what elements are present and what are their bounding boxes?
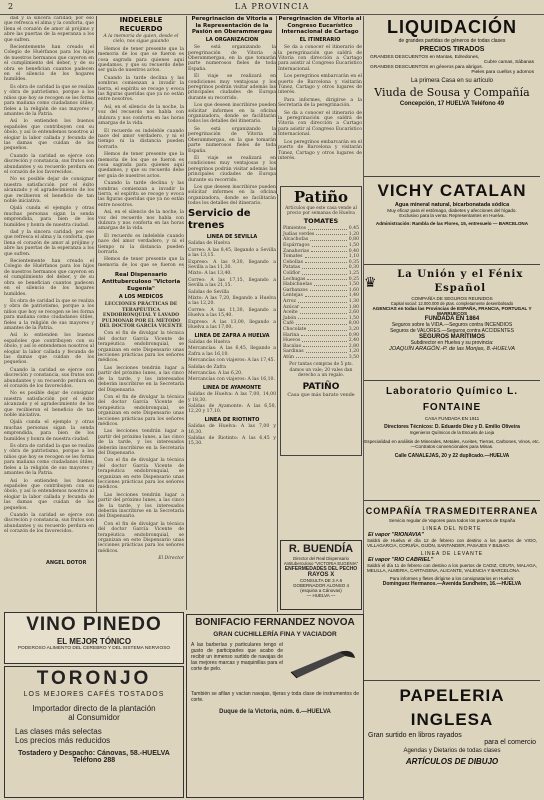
article-dispensario xyxy=(98,272,184,610)
leader-dots xyxy=(302,271,347,275)
price-item-value: 1,25 xyxy=(348,270,359,276)
price-item-name: Aceite xyxy=(283,310,298,316)
ad-line: al Consumidor xyxy=(68,713,120,722)
buendia-line: RAYOS X xyxy=(307,572,335,578)
leader-dots xyxy=(308,226,347,230)
razor-icon xyxy=(287,642,359,688)
ad-line: COMPAÑÍA DE SEGUROS REUNIDOS xyxy=(411,296,493,301)
ad-line: EL MEJOR TÓNICO xyxy=(56,637,132,646)
paragraph: Cuando la tarde declina y las sombras comienzan a invadir la tierra, el espíritu se recoge y evoca las figuras queridas que ya no están entre nosotros. xyxy=(98,75,184,103)
ad-line: Exclusivo para la venta: Representantes en Huelva. xyxy=(399,213,505,218)
train-schedule-row: Mercancías: A las 6,45, llegando a Zafra a las 16,10. xyxy=(188,346,276,357)
buendia-line: CONSULTA DE 3 A 6 xyxy=(299,578,343,583)
price-item-name: Chocolate xyxy=(283,326,307,332)
price-item-name: Zanahorias xyxy=(283,248,310,254)
price-item-name: Lentejas xyxy=(283,293,303,299)
ad-line: El vapor "RIONAVIA" xyxy=(368,532,424,538)
patino-slogan: PATIÑO xyxy=(302,381,340,392)
ad-line: También se afilan y vacían navajas, tijeras y toda clase de instrumentos de corte. xyxy=(191,691,359,703)
ad-line: Ingenieros Químicos de la Escuela de Lieja xyxy=(409,430,495,435)
paragraph: Se da a conocer el itinerario de la peregrinación que saldrá de Vitoria con dirección a Cartago para asistir al Congreso Eucarístico Internacional. xyxy=(278,110,362,138)
train-schedule-row: Salidas de Sevilla xyxy=(188,289,230,295)
buendia-line: — HUELVA — xyxy=(306,593,336,598)
buendia-line: ENFERMEDADES DEL PECHO xyxy=(284,566,358,572)
paragraph: Es obra de caridad la que se realiza y obra de patriotismo, porque a los niños que hoy se recogen se les forma para mañana como ciudadanos útiles, fieles a la religión de sus mayores y amantes de la Patria. xyxy=(4,298,94,331)
ad-line: Cubre camas, Sábanas xyxy=(483,60,534,65)
leader-dots xyxy=(301,333,347,337)
patino-ad xyxy=(280,186,362,456)
paragraph: Cuando la caridad se ejerce con discreción y constancia, sus frutos son abundantes y su recuerdo perdura en el corazón de los favorecidos. xyxy=(4,367,94,389)
buendia-line: (esquina a Cánovas) xyxy=(300,588,342,593)
train-schedule-row: Correo: A las 17,15, llegando a Sevilla a las 21,15. xyxy=(188,277,276,289)
train-schedule xyxy=(188,208,276,612)
paragraph: Cuando la tarde declina y las sombras comienzan a invadir la tierra, el espíritu se recoge y evoca las figuras queridas que ya no están entre nosotros. xyxy=(98,181,184,208)
price-item-value: 1,80 xyxy=(348,304,359,310)
price-item-name: Bacalao xyxy=(283,343,302,349)
paragraph: Las lecciones tendrán lugar a partir del próximo lunes, a las cinco de la tarde, y los interesados deberán inscribirse en la Secretaría del Dispensario. xyxy=(98,365,184,393)
paragraph: Recientemente han creado el Colegio de Huérfanos para los hijos de nuestros hermanos que cayeron en el cumplimiento del deber, y de su obra se benefician cuantos padecen en el silencio de los hogares humildes. xyxy=(4,45,94,83)
paragraph: Es obra de caridad la que se realiza y obra de patriotismo, porque a los niños que hoy se recogen se les forma para mañana como ciudadanos útiles, fieles a la religión de sus mayores y amantes de la Patria. xyxy=(4,444,94,477)
price-item-value: 0,30 xyxy=(348,265,359,271)
ad-line: Servicio regular de Vapores para todos los puertos de España xyxy=(388,518,516,523)
price-item-value: 1,60 xyxy=(348,287,359,293)
ad-line: Directores Técnicos: D. Eduardo Diez y D. Emilio Oliveira xyxy=(384,424,520,430)
price-item-name: Azúcar xyxy=(283,304,300,310)
train-schedule-row: Salidas de Huelva: A las 7,00, 14,00 y 18,30. xyxy=(188,392,276,403)
paragraph: Con el fin de divulgar la técnica del doctor García Vicente de terapéutica endobronquial, se organizan en este Dispensario unas lecciones prácticas para los señores médicos. xyxy=(98,394,184,427)
ad-line: Tostadero y Despacho: Cánovas, 58.-HUELVA xyxy=(18,750,170,757)
leader-dots xyxy=(314,282,347,286)
price-item-name: Patatas xyxy=(283,265,301,271)
train-line-heading: LINEA DE AYAMONTE xyxy=(202,384,262,391)
train-schedule-row: Expreso: A las 9,30, llegando a Sevilla a las 11,30. xyxy=(188,259,276,271)
leader-dots xyxy=(311,249,347,253)
paragraph: El recuerdo es indeleble cuando nace del amor verdadero, y ni el tiempo ni la distancia pueden borrarlo. xyxy=(98,233,184,256)
paragraph: Así, en el silencio de la noche, la voz del recuerdo nos habla con dulzura y nos conforta en las horas amargas de la vida. xyxy=(98,210,184,232)
ad-line: El vapor "RIO CABRIEL" xyxy=(368,557,434,563)
ad-line: Agua mineral natural, bicarbonatada sódica xyxy=(394,202,510,208)
paragraph: Los que deseen inscribirse pueden solicitar informes en la oficina organizadora, donde se facilitarán todos los detalles del itinerario. xyxy=(188,103,276,125)
leader-dots xyxy=(302,265,347,269)
ad-line: PRECIOS TIRADOS xyxy=(419,46,485,53)
ad-line: Subdirector en Huelva y su provincia: xyxy=(410,340,494,346)
patino-intro: Artículos que este casa vende al precio por semanas de Huelva xyxy=(285,206,357,217)
price-item-name: Huevos xyxy=(283,338,301,344)
train-schedule-row: Mercancías con viajeros: A las 17,45. xyxy=(188,358,275,364)
price-item-name: Tomates xyxy=(283,254,303,260)
paragraph: El viaje se realizará en condiciones muy ventajosas y los peregrinos podrán visitar además las principales ciudades de Europa durante su recorrido. xyxy=(188,155,276,183)
page-header xyxy=(0,0,544,15)
ad-line: Capital social: 12.000.000 de ptas. completamente desembolsado xyxy=(390,301,514,306)
price-item-value: 1,50 xyxy=(348,282,359,288)
paragraph: Hemos de tener presente que la memoria de los que se fueron es cosa sagrada para quienes aquí quedamos, y que su recuerdo debe ser guía de nuestros actos. xyxy=(98,46,184,74)
leader-dots xyxy=(300,310,347,314)
vino-pinedo-ad xyxy=(4,612,184,664)
phoenix-emblem-icon: ♛ xyxy=(364,273,377,290)
column-rule xyxy=(276,16,277,194)
ad-line: Calle CANALEJAS, 20 y 22 duplicado.—HUELVA xyxy=(394,453,510,459)
ad-line: Administración: Rambla de las Flores, 15, entresuelo — BARCELONA xyxy=(375,221,529,226)
price-item-name: Judías verdes xyxy=(283,231,315,237)
price-item-name: Pimientos xyxy=(283,226,307,232)
leader-dots xyxy=(301,305,347,309)
ad-line: LOS MEJORES CAFÉS TOSTADOS xyxy=(23,691,165,698)
train-schedule-row: Salidas de Huelva xyxy=(188,241,230,247)
paragraph: El recuerdo es indeleble cuando nace del amor verdadero, y ni el tiempo ni la distancia pueden borrarlo. xyxy=(98,128,184,150)
article-column-4 xyxy=(278,16,362,206)
train-schedule-row: Mixto: A las 7,20, llegando a Huelva a las 12,20. xyxy=(188,296,276,307)
train-schedule-row: Salidas de Riotinto: A las 6,45 y 15,30. xyxy=(188,436,276,447)
paragraph: Las lecciones tendrán lugar a partir del próximo lunes, a las cinco de la tarde, y los interesados deberán inscribirse en la Secretaría del Dispensario. xyxy=(98,492,184,520)
patino-price-list xyxy=(283,226,359,360)
leader-dots xyxy=(305,293,347,297)
ad-line: Seguros sobre la VIDA.—Seguros contra INCENDIOS xyxy=(391,322,513,328)
price-item-name: Cebollas xyxy=(283,259,303,265)
ad-line: LINEA DEL NORTE xyxy=(422,526,482,532)
paragraph: dad y la sincera caridad; por eso que refresca el alma y la conforta, que llena el corazón de amor al prójimo y abre las puertas de la esperanza a los que sufren. xyxy=(4,230,94,257)
ad-line: LINEA DE LEVANTE xyxy=(420,551,484,557)
paragraph: Los peregrinos embarcarán en el puerto de Barcelona y visitarán Túnez, Cartago y otros lugares de interés. xyxy=(278,74,362,96)
train-line-heading: LINEA DE ZAFRA A HUELVA xyxy=(194,332,270,339)
paragraph: Así lo entienden los buenos españoles que contribuyen con su óbolo, y así lo entendemos nosotros al elogiar la labor callada y fecunda de las damas que cuidan de los pequeños. xyxy=(4,119,94,152)
train-schedule-row: Expreso: A las 13,00, llegando a Huelva a las 17,00. xyxy=(188,319,276,331)
leader-dots xyxy=(312,243,347,247)
price-item-value: 1,10 xyxy=(348,254,359,260)
price-item-name: Habichuelas xyxy=(283,282,312,288)
article-column-3 xyxy=(188,16,276,206)
train-schedule-row: Correo: A las 8,45, llegando a Sevilla a las 13,15. xyxy=(188,247,276,259)
train-schedule-row: Salidas de Huelva: A las 7,00 y 16,30. xyxy=(188,424,276,435)
article-column-1 xyxy=(4,16,94,606)
article-title: Peregrinación de Vitoria a la Representación de la Pasión en Oberammergau xyxy=(191,16,273,36)
paragraph: Se está organizando la peregrinación de Vitoria a Oberammergau, en la que tomarán parte numerosos fieles de toda España. xyxy=(188,126,276,154)
train-schedule-row: Salidas de Ayamonte: A las 6,50, 12,20 y 17,10. xyxy=(188,403,276,415)
paragraph: Para informes, dirigirse a la Secretaría de la peregrinación. xyxy=(278,97,362,109)
price-item-value: 2,60 xyxy=(348,310,359,316)
price-item-value: 0,25 xyxy=(348,276,359,282)
ad-line: AGENCIAS en todas las Provincias de ESPAÑA, FRANCIA, PORTUGAL Y MARRUECOS xyxy=(372,306,532,316)
ad-line: Gran surtido en libros rayados xyxy=(368,732,462,739)
ad-line: Saldrá de Huelva el día 12 de febrero con destino a los puertos de VIGO, VILLAGARCIA, CORUÑA, GIJÓN, SANTANDER, PASAJES Y BILBAO. xyxy=(367,538,537,548)
ad-line: GRANDES DESCUENTOS en Mantas, Edredones, xyxy=(370,55,480,60)
leader-dots xyxy=(307,277,346,281)
price-item-value: 0,35 xyxy=(348,259,359,265)
toronjo-ad xyxy=(4,666,184,798)
paragraph: Es obra de caridad la que se realiza y obra de patriotismo, porque a los niños que hoy se recogen se les forma para mañana como ciudadanos útiles, fieles a la religión de sus mayores y amantes de la Patria. xyxy=(4,84,94,117)
price-item-name: Garbanzos xyxy=(283,287,308,293)
train-schedule-row: Correo: A las 11,30, llegando a Huelva a las 15,40. xyxy=(188,307,276,319)
paragraph: Cuando la caridad se ejerce con discreción y constancia, sus frutos son abundantes y su recuerdo perdura en el corazón de los favorecidos. xyxy=(4,153,94,175)
buendia-line: Director del Real Dispensario Antituberculoso "VICTORIA EUGENIA" xyxy=(283,556,359,566)
price-item-value: 2,80 xyxy=(348,343,359,349)
paragraph: Cuando la caridad se ejerce con discreción y constancia, sus frutos son abundantes y su recuerdo perdura en el corazón de los favorecidos. xyxy=(4,512,94,535)
leader-dots xyxy=(305,260,347,264)
leader-dots xyxy=(298,316,347,320)
trasmediterranea-ad xyxy=(364,504,540,681)
leader-dots xyxy=(296,355,347,359)
price-item-value: 2,40 xyxy=(348,338,359,344)
ad-line: PODEROSO ALIMENTO DEL CEREBRO Y DEL SISTEMA NERVIOSO xyxy=(17,646,171,651)
column-rule xyxy=(186,16,187,610)
paragraph: Ojalá cunda el ejemplo y otras muchas personas sigan la senda emprendida, para bien de los humildes y honra de nuestra ciudad. xyxy=(4,206,94,228)
ad-line: Importador directo de la plantación xyxy=(32,704,156,713)
ad-line: GRAN CUCHILLERÍA FINA Y VACIADOR xyxy=(213,631,337,638)
price-item-name: Atún xyxy=(283,354,294,360)
union-fenix-ad xyxy=(364,268,540,381)
ad-line: Domínguez Hermanos.—Avenida Sundheim, 16.—HUELVA xyxy=(382,581,522,587)
price-item-name: Lechugas xyxy=(283,276,306,282)
price-item-name: Jabón xyxy=(283,315,297,321)
ad-line: Duque de la Victoria, núm. 6.—HUELVA xyxy=(219,709,331,715)
train-line-heading: LINEA DE RIOTINTO xyxy=(204,416,260,423)
paragraph: Con el fin de divulgar la técnica del doctor García Vicente de terapéutica endobronquial, se organizan en este Dispensario unas lecciones prácticas para los señores médicos. xyxy=(98,331,184,364)
article-title: Peregrinación de Vitoria al Congreso Eucarístico Internacional de Cartago xyxy=(278,16,362,36)
price-item-value: 3,20 xyxy=(348,326,359,332)
paragraph: Las lecciones tendrán lugar a partir del próximo lunes, a las cinco de la tarde, y los interesados deberán inscribirse en la Secretaría del Dispensario. xyxy=(98,429,184,456)
paragraph: El viaje se realizará en condiciones muy ventajosas y los peregrinos podrán visitar además las principales ciudades de Europa durante su recorrido. xyxy=(188,74,276,101)
ad-line: Los precios más reducidos xyxy=(15,736,111,745)
price-item-value: 1,50 xyxy=(348,315,359,321)
paragraph: Se está organizando la peregrinación de Vitoria a Oberammergau, en la que tomarán parte numerosos fieles de toda España. xyxy=(188,45,276,72)
ad-line: JOAQUÍN ARAGÓN.-P. de las Monjas, 8.-HUELVA xyxy=(389,346,515,352)
price-item-value: 1,20 xyxy=(348,231,359,237)
patino-section: TOMATES xyxy=(303,216,339,225)
ad-line: FUNDADA EN 1864 xyxy=(424,316,480,322)
ad-title: PAPELERIA INGLESA xyxy=(399,686,505,729)
ad-line: ARTÍCULOS DE DIBUJO xyxy=(405,757,499,766)
paragraph: Ojalá cunda el ejemplo y otras muchas personas sigan la senda emprendida, para bien de los humildes y honra de nuestra ciudad. xyxy=(4,420,94,442)
article-title: Real Dispensario Antituberculoso "Victoria Eugenia" xyxy=(101,272,181,292)
article-subheading: A LOS MEDICOS xyxy=(118,294,164,300)
price-item-name: Harina xyxy=(283,332,300,338)
price-item-value: 3,50 xyxy=(348,354,359,360)
papeleria-ad xyxy=(364,684,540,796)
buendia-ad xyxy=(280,540,362,610)
leader-dots xyxy=(310,237,347,241)
ad-line: de grandes partidas de géneros de todas clases xyxy=(398,38,506,44)
paragraph: Con el fin de divulgar la técnica del doctor García Vicente de terapéutica endobronquial, se organizan en este Dispensario unas lecciones prácticas para los señores médicos. xyxy=(98,458,184,491)
paragraph: Así lo entienden los buenos españoles que contribuyen con su óbolo, y así lo entendemos nosotros al elogiar la labor callada y fecunda de las damas que cuidan de los pequeños. xyxy=(4,333,94,366)
paragraph: No es posible dejar de consignar nuestra satisfacción por el éxito alcanzado y el agradecimiento de los que recibieron el beneficio de tan noble iniciativa. xyxy=(4,177,94,204)
ad-title: VICHY CATALAN xyxy=(377,181,527,200)
buendia-name: R. BUENDÍA xyxy=(288,543,354,555)
ad-line: CASA FUNDADA EN 1911 xyxy=(424,416,480,421)
ad-line: Para informes y fletes dirígirse a los consignatarios en Huelva: xyxy=(389,576,515,581)
price-item-name: Espárragos xyxy=(283,243,310,248)
article-lead: LECCIONES PRÁCTICAS DE TERAPÉUTICA ENDOBRONQUIAL Y LAVADO PULMONAR POR EL MÉTODO DEL DOCTOR GARCÍA VICENTE xyxy=(99,302,183,330)
signature-col1: ANGEL DOTOR xyxy=(46,560,87,566)
vichy-ad xyxy=(364,180,540,265)
train-schedule-row: Mercancías: A las 6,20. xyxy=(188,370,243,376)
ad-line: A las barberías y particulares tengo el gusto de participarles que acabo de recibir un inmenso surtido de navajas de las mejores marcas y maquinillas para el corte de pelo. xyxy=(191,642,283,672)
train-schedule-row: Mixto: A las 13,40. xyxy=(188,271,232,277)
ad-line: para el comercio xyxy=(484,739,536,746)
price-item-value: 1,30 xyxy=(348,298,359,304)
paragraph: Los peregrinos embarcarán en el puerto de Barcelona y visitarán Túnez, Cartago y otros lugares de interés. xyxy=(278,139,362,161)
paragraph: Hemos de tener presente que la memoria de los que se fueron es xyxy=(98,257,184,268)
price-item-value: 0,90 xyxy=(348,332,359,338)
ad-line: Pieles para cuellos y adornos xyxy=(471,70,534,75)
price-row xyxy=(283,355,359,361)
paragraph: Los que deseen inscribirse pueden solicitar informes en la oficina organizadora, donde se facilitarán todos los detalles del itinerario. xyxy=(188,184,276,206)
price-item-value: 1,40 xyxy=(348,293,359,299)
train-schedule-row: Salidas de Zafra xyxy=(188,364,227,370)
train-line-heading: LINEA DE SEVILLA xyxy=(206,234,258,240)
paragraph: Así, en el silencio de la noche, la voz del recuerdo nos habla con dulzura y nos conforta en las horas amargas de la vida. xyxy=(98,104,184,127)
price-item-name: Arroz xyxy=(283,298,296,304)
leader-dots xyxy=(310,288,347,292)
article-signature: El Director xyxy=(158,556,184,562)
paragraph: dad y la sincera caridad; por eso que refresca el alma y la conforta, que llena el corazón de amor al prójimo y abre las puertas de la esperanza a los que sufren. xyxy=(4,16,94,43)
leader-dots xyxy=(308,327,346,331)
ad-title: La Unión y el Fénix Español xyxy=(397,269,524,294)
price-item-value: 0,40 xyxy=(348,248,359,254)
ad-line: SEGUROS MARÍTIMOS xyxy=(418,334,485,340)
ad-line: La primera Casa en su artículo xyxy=(410,78,494,84)
ad-title: TORONJO xyxy=(36,668,152,689)
paragraph: Hemos de tener presente que la memoria de los que se fueron es cosa sagrada para quienes aquí quedamos, y que su recuerdo debe ser guía de nuestros actos. xyxy=(98,152,184,179)
article-column-2 xyxy=(98,16,184,268)
ad-line: GRANDES DESCUENTOS en géneros para abrigos. xyxy=(370,65,483,70)
ad-title: LIQUIDACIÓN xyxy=(387,17,517,37)
liquidacion-ad xyxy=(364,16,540,177)
price-item-value: 8,00 xyxy=(348,321,359,327)
leader-dots xyxy=(303,344,346,348)
leader-dots xyxy=(298,299,347,303)
ad-title: VINO PINEDO xyxy=(26,614,162,635)
leader-dots xyxy=(302,338,346,342)
column-rule xyxy=(96,16,97,628)
train-schedule-row: Mercancías con viajeros: A las 16,10. xyxy=(188,377,275,383)
ad-line: Viuda de Sousa y Compañía xyxy=(374,86,530,99)
leader-dots xyxy=(306,349,347,353)
fontaine-ad xyxy=(364,384,540,501)
train-schedule-body xyxy=(188,235,276,447)
ad-line: Concepción, 17 HUELVA Teléfono 49 xyxy=(399,101,505,107)
article-subheading: EL ITINERARIO xyxy=(299,36,341,43)
price-item-value: 1,20 xyxy=(348,349,359,355)
train-schedule-row: Salidas de Huelva xyxy=(188,339,230,345)
ad-line: Especialidad en análisis de Minerales, Metales, Aceites, Tierras, Carbones, Vinos, etc.—Contratos convencionales para Minas. xyxy=(364,439,540,449)
patino-slogan-sub: Casa que más barato vende xyxy=(287,392,355,398)
leader-dots xyxy=(316,232,346,236)
article-title: INDELEBLE RECUERDO xyxy=(119,16,163,33)
column-rule xyxy=(277,194,278,612)
paragraph: Se da a conocer el itinerario de la peregrinación que saldrá de Vitoria con dirección a Cartago para asistir al Congreso Eucarístico Internacional. xyxy=(278,45,362,72)
ad-title: Laboratorio Químico L. FONTAINE xyxy=(385,386,518,413)
paragraph: No es posible dejar de consignar nuestra satisfacción por el éxito alcanzado y el agradecimiento de los que recibieron el beneficio de tan noble iniciativa. xyxy=(4,391,94,419)
ad-line: Agendas y Dietarios de todas clases xyxy=(403,748,501,754)
paragraph: Recientemente han creado el Colegio de Huérfanos para los hijos de nuestros hermanos que cayeron en el cumplimiento del deber, y de su obra se benefician cuantos padecen en el silencio de los hogares humildes. xyxy=(4,259,94,297)
article-subtitle: A la memoria de quien, desde el cielo, nos sigue guiando xyxy=(103,34,179,45)
price-item-name: Café xyxy=(283,321,294,327)
price-item-value: 1,50 xyxy=(348,243,359,248)
price-item-name: Coliflor xyxy=(283,270,301,276)
ad-title: COMPAÑÍA TRASMEDITERRANEA xyxy=(365,506,539,516)
paragraph: Así lo entienden los buenos españoles que contribuyen con su óbolo, y así lo entendemos nosotros al elogiar la labor callada y fecunda de las damas que cuidan de los pequeños. xyxy=(4,478,94,511)
article-subheading: LA ORGANIZACION xyxy=(205,36,259,43)
patino-note: Por tantas compras de 5 pts. damos un vale; 20 vales dan derecho a un regalo. xyxy=(289,362,353,379)
ad-line: Muy eficaz para el estómago, diabetes y afecciones del hígado. xyxy=(387,208,517,213)
paragraph: Con el fin de divulgar la técnica del doctor García Vicente de terapéutica endobronquial, se organizan en este Dispensario unas lecciones prácticas para los señores médicos. xyxy=(98,521,184,554)
price-item-name: Alcachofas xyxy=(283,237,309,243)
leader-dots xyxy=(305,254,347,258)
page-number: 2 xyxy=(8,2,15,11)
leader-dots xyxy=(296,321,347,325)
ad-title: BONIFACIO FERNANDEZ NOVOA xyxy=(195,617,355,628)
price-item-value: 0,80 xyxy=(348,237,359,243)
buendia-line: GOBERNADOR ALONSO 4 xyxy=(292,583,349,588)
price-item-value: 0,45 xyxy=(348,226,359,232)
ad-line: Saldrá el día 11 de febrero con destino a los puertos de CADIZ, CEUTA, MALAGA, MELILLA, ALMERIA, CARTAGENA, ALICANTE, VALENCIA Y BARCELONA. xyxy=(367,563,537,573)
ad-line: Las clases más selectas xyxy=(15,727,102,736)
bonifacio-ad xyxy=(186,614,364,798)
ad-line: Teléfono 288 xyxy=(72,757,116,764)
train-schedule-title: Servicio de trenes xyxy=(188,208,251,231)
ad-line: Seguros de VALORES.—Seguros contra ACCIDENTES xyxy=(390,328,514,334)
patino-brand: Patiño xyxy=(293,188,349,206)
newspaper-title: LA PROVINCIA xyxy=(234,2,310,11)
price-item-name: Sardinas xyxy=(283,349,304,355)
